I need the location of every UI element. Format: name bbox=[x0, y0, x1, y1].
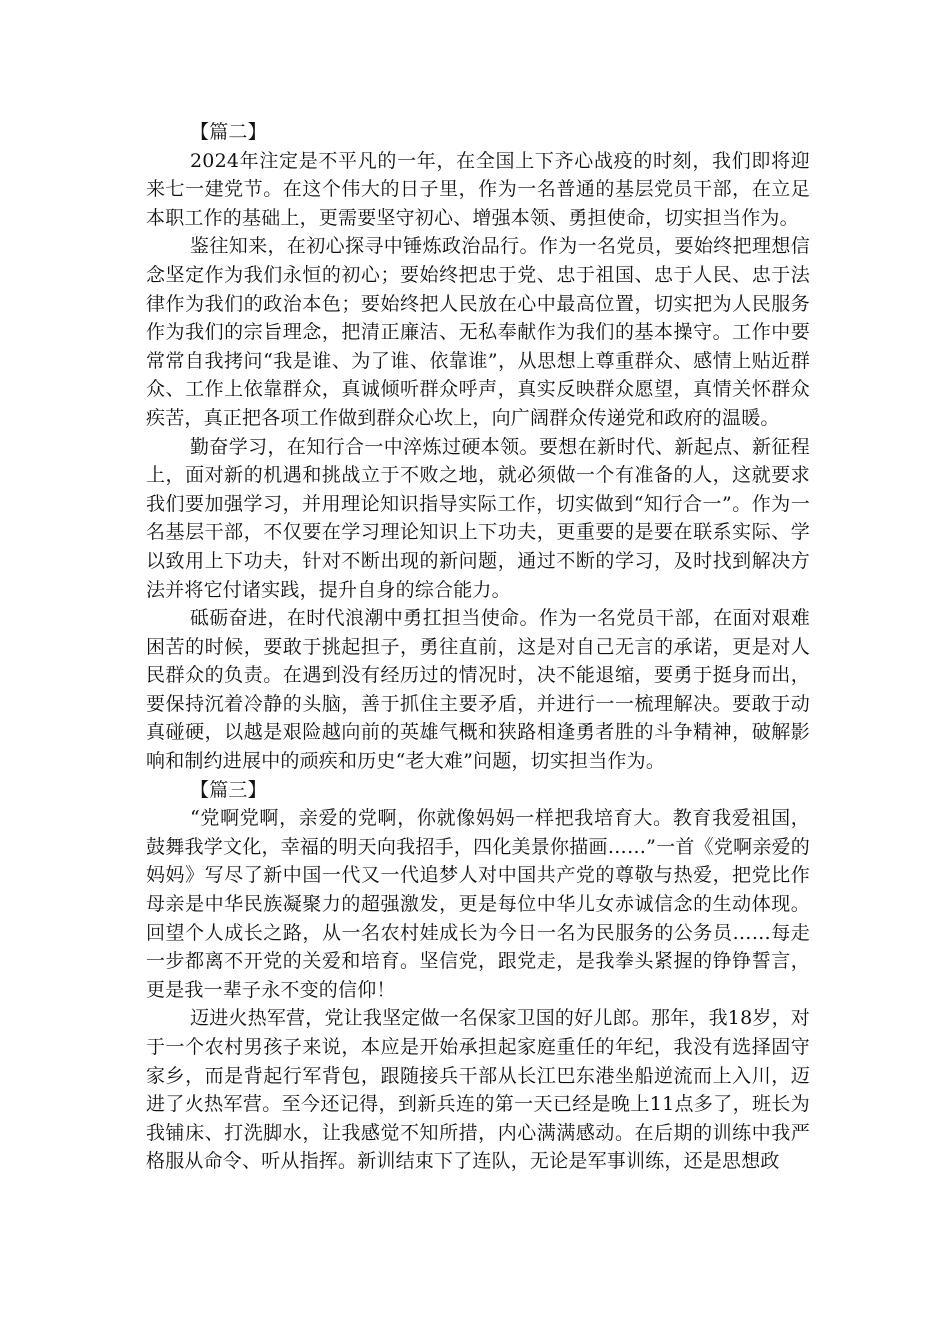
section-2 bbox=[146, 118, 810, 776]
paragraph: 2024年注定是不平凡的一年，在全国上下齐心战疫的时刻，我们即将迎来七一建党节。在这个伟大的日子里，作为一名普通的基层党员干部，在立足本职工作的基础上，更需要坚守初心、增强本领、勇担使命，切实担当作为。 bbox=[146, 149, 810, 229]
document-body bbox=[146, 118, 810, 1176]
section-3 bbox=[146, 776, 810, 1176]
paragraph: 迈进火热军营，党让我坚定做一名保家卫国的好儿郎。那年，我18岁，对于一个农村男孩子来说，本应是开始承担起家庭重任的年纪，我没有选择固守家乡，而是背起行军背包，跟随接兵干部从长江巴东港坐船逆流而上入川，迈进了火热军营。至今还记得，到新兵连的第一天已经是晚上11点多了，班长为我铺床、打洗脚水，让我感觉不知所措，内心满满感动。在后期的训练中我严格服从命令、听从指挥。新训结束下了连队，无论是军事训练，还是思想政 bbox=[146, 1007, 810, 1173]
paragraph: 砥砺奋进，在时代浪潮中勇扛担当使命。作为一名党员干部，在面对艰难困苦的时候，要敢于挑起担子，勇往直前，这是对自己无言的承诺，更是对人民群众的负责。在遇到没有经历过的情况时，决不能退缩，要勇于挺身而出，要保持沉着冷静的头脑，善于抓住主要矛盾，并进行一一梳理解决。要敢于动真碰硬，以越是艰险越向前的英雄气概和狭路相逢勇者胜的斗争精神，破解影响和制约进展中的顽疾和历史“老大难”问题，切实担当作为。 bbox=[146, 607, 810, 773]
paragraph: “党啊党啊，亲爱的党啊，你就像妈妈一样把我培育大。教育我爱祖国，鼓舞我学文化，幸福的明天向我招手，四化美景你描画……”一首《党啊亲爱的妈妈》写尽了新中国一代又一代追梦人对中国共产党的尊敬与热爱，把党比作母亲是中华民族凝聚力的超强激发，更是每位中华儿女赤诚信念的生动体现。回望个人成长之路，从一名农村娃成长为今日一名为民服务的公务员……每走一步都离不开党的关爱和培育。坚信党，跟党走，是我拳头紧握的铮铮誓言，更是我一辈子永不变的信仰！ bbox=[146, 807, 810, 1001]
section-heading: 【篇三】 bbox=[190, 778, 267, 801]
paragraph: 勤奋学习，在知行合一中淬炼过硬本领。要想在新时代、新起点、新征程上，面对新的机遇和挑战立于不败之地，就必须做一个有准备的人，这就要求我们要加强学习，并用理论知识指导实际工作，切实做到“知行合一”。作为一名基层干部，不仅要在学习理论知识上下功夫，更重要的是要在联系实际、学以致用上下功夫，针对不断出现的新问题，通过不断的学习，及时找到解决方法并将它付诸实践，提升自身的综合能力。 bbox=[146, 435, 810, 601]
section-heading: 【篇二】 bbox=[190, 121, 267, 143]
paragraph: 鉴往知来，在初心探寻中锤炼政治品行。作为一名党员，要始终把理想信念坚定作为我们永恒的初心；要始终把忠于党、忠于祖国、忠于人民、忠于法律作为我们的政治本色；要始终把人民放在心中最高位置，切实把为人民服务作为我们的宗旨理念，把清正廉洁、无私奉献作为我们的基本操守。工作中要常常自我拷问“我是谁、为了谁、依靠谁”，从思想上尊重群众、感情上贴近群众、工作上依靠群众，真诚倾听群众呼声，真实反映群众愿望，真情关怀群众疾苦，真正把各项工作做到群众心坎上，向广阔群众传递党和政府的温暖。 bbox=[146, 235, 810, 429]
